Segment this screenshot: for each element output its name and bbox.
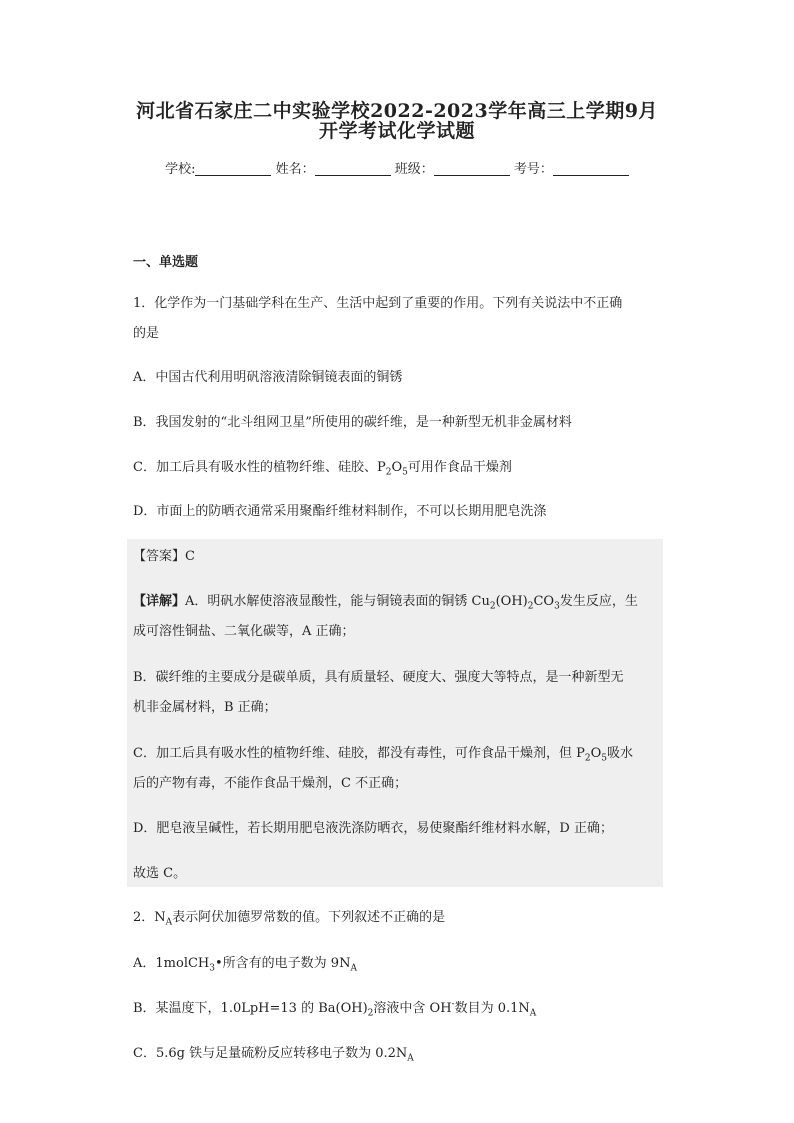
q2-option-a: A．1molCH$_3$•所含有的电子数为 $9N_A$ bbox=[133, 956, 357, 974]
q1-detail-b-line2: 机非金属材料，B 正确； bbox=[133, 700, 277, 715]
exam-number-blank[interactable] bbox=[553, 161, 629, 176]
q1-stem-line1: 1．化学作为一门基础学科在生产、生活中起到了重要的作用。下列有关说法中不正确 bbox=[133, 296, 623, 311]
q2-stem: 2．$N_A$表示阿伏加德罗常数的值。下列叙述不正确的是 bbox=[133, 910, 446, 928]
page-subtitle: 开学考试化学试题 bbox=[318, 120, 475, 142]
exam-number-label: 考号： bbox=[513, 162, 553, 177]
q1-detail-c-line2: 后的产物有毒，不能作食品干燥剂，C 不正确； bbox=[133, 776, 408, 791]
page-title: 河北省石家庄二中实验学校2022-2023学年高三上学期9月 bbox=[136, 100, 658, 122]
class-label: 班级： bbox=[394, 162, 434, 177]
q1-detail-a-line2: 成可溶性铜盐、二氧化碳等，A 正确； bbox=[133, 624, 355, 639]
q2-option-b: B．某温度下，1.0LpH=13 的 $Ba(OH)_2$溶液中含 OH-数目为 $0.1N_A$ bbox=[133, 999, 537, 1019]
q1-option-a: A．中国古代利用明矾溶液清除铜镜表面的铜锈 bbox=[133, 370, 403, 385]
q1-detail-a-line1: 【详解】A．明矾水解使溶液显酸性，能与铜镜表面的铜锈 $Cu_2(OH)_2CO_3$发生反应，生 bbox=[133, 594, 638, 612]
section-heading: 一、单选题 bbox=[133, 255, 199, 270]
q1-answer bbox=[133, 548, 663, 566]
student-info-row bbox=[0, 158, 794, 177]
q1-option-b: B．我国发射的“北斗组网卫星”所使用的碳纤维，是一种新型无机非金属材料 bbox=[133, 415, 572, 430]
name-blank[interactable] bbox=[315, 161, 391, 176]
q1-detail-d: D．肥皂液呈碱性，若长期用肥皂液洗涤防晒衣，易使聚酯纤维材料水解，D 正确； bbox=[133, 821, 613, 836]
school-blank[interactable] bbox=[195, 161, 271, 176]
answer-label: 【答案】 bbox=[133, 549, 186, 564]
q1-option-d: D．市面上的防晒衣通常采用聚酯纤维材料制作，不可以长期用肥皂洗涤 bbox=[133, 504, 547, 519]
name-label: 姓名： bbox=[275, 162, 315, 177]
detail-label: 【详解】 bbox=[133, 594, 186, 609]
class-blank[interactable] bbox=[434, 161, 510, 176]
q1-detail-c-line1: C．加工后具有吸水性的植物纤维、硅胶，都没有毒性，可作食品干燥剂，但 $P_2O_5$吸水 bbox=[133, 746, 633, 764]
q1-option-c: C．加工后具有吸水性的植物纤维、硅胶、$P_2O_5$可用作食品干燥剂 bbox=[133, 460, 512, 478]
q1-conclusion: 故选 C。 bbox=[133, 866, 187, 881]
q1-stem-line2: 的是 bbox=[133, 326, 160, 341]
q1-detail-b-line1: B．碳纤维的主要成分是碳单质，具有质量轻、硬度大、强度大等特点，是一种新型无 bbox=[133, 670, 624, 685]
q2-option-c: C．5.6g 铁与足量硫粉反应转移电子数为 $0.2N_A$ bbox=[133, 1046, 414, 1064]
school-label: 学校: bbox=[165, 162, 196, 177]
answer-value: C bbox=[185, 549, 195, 564]
